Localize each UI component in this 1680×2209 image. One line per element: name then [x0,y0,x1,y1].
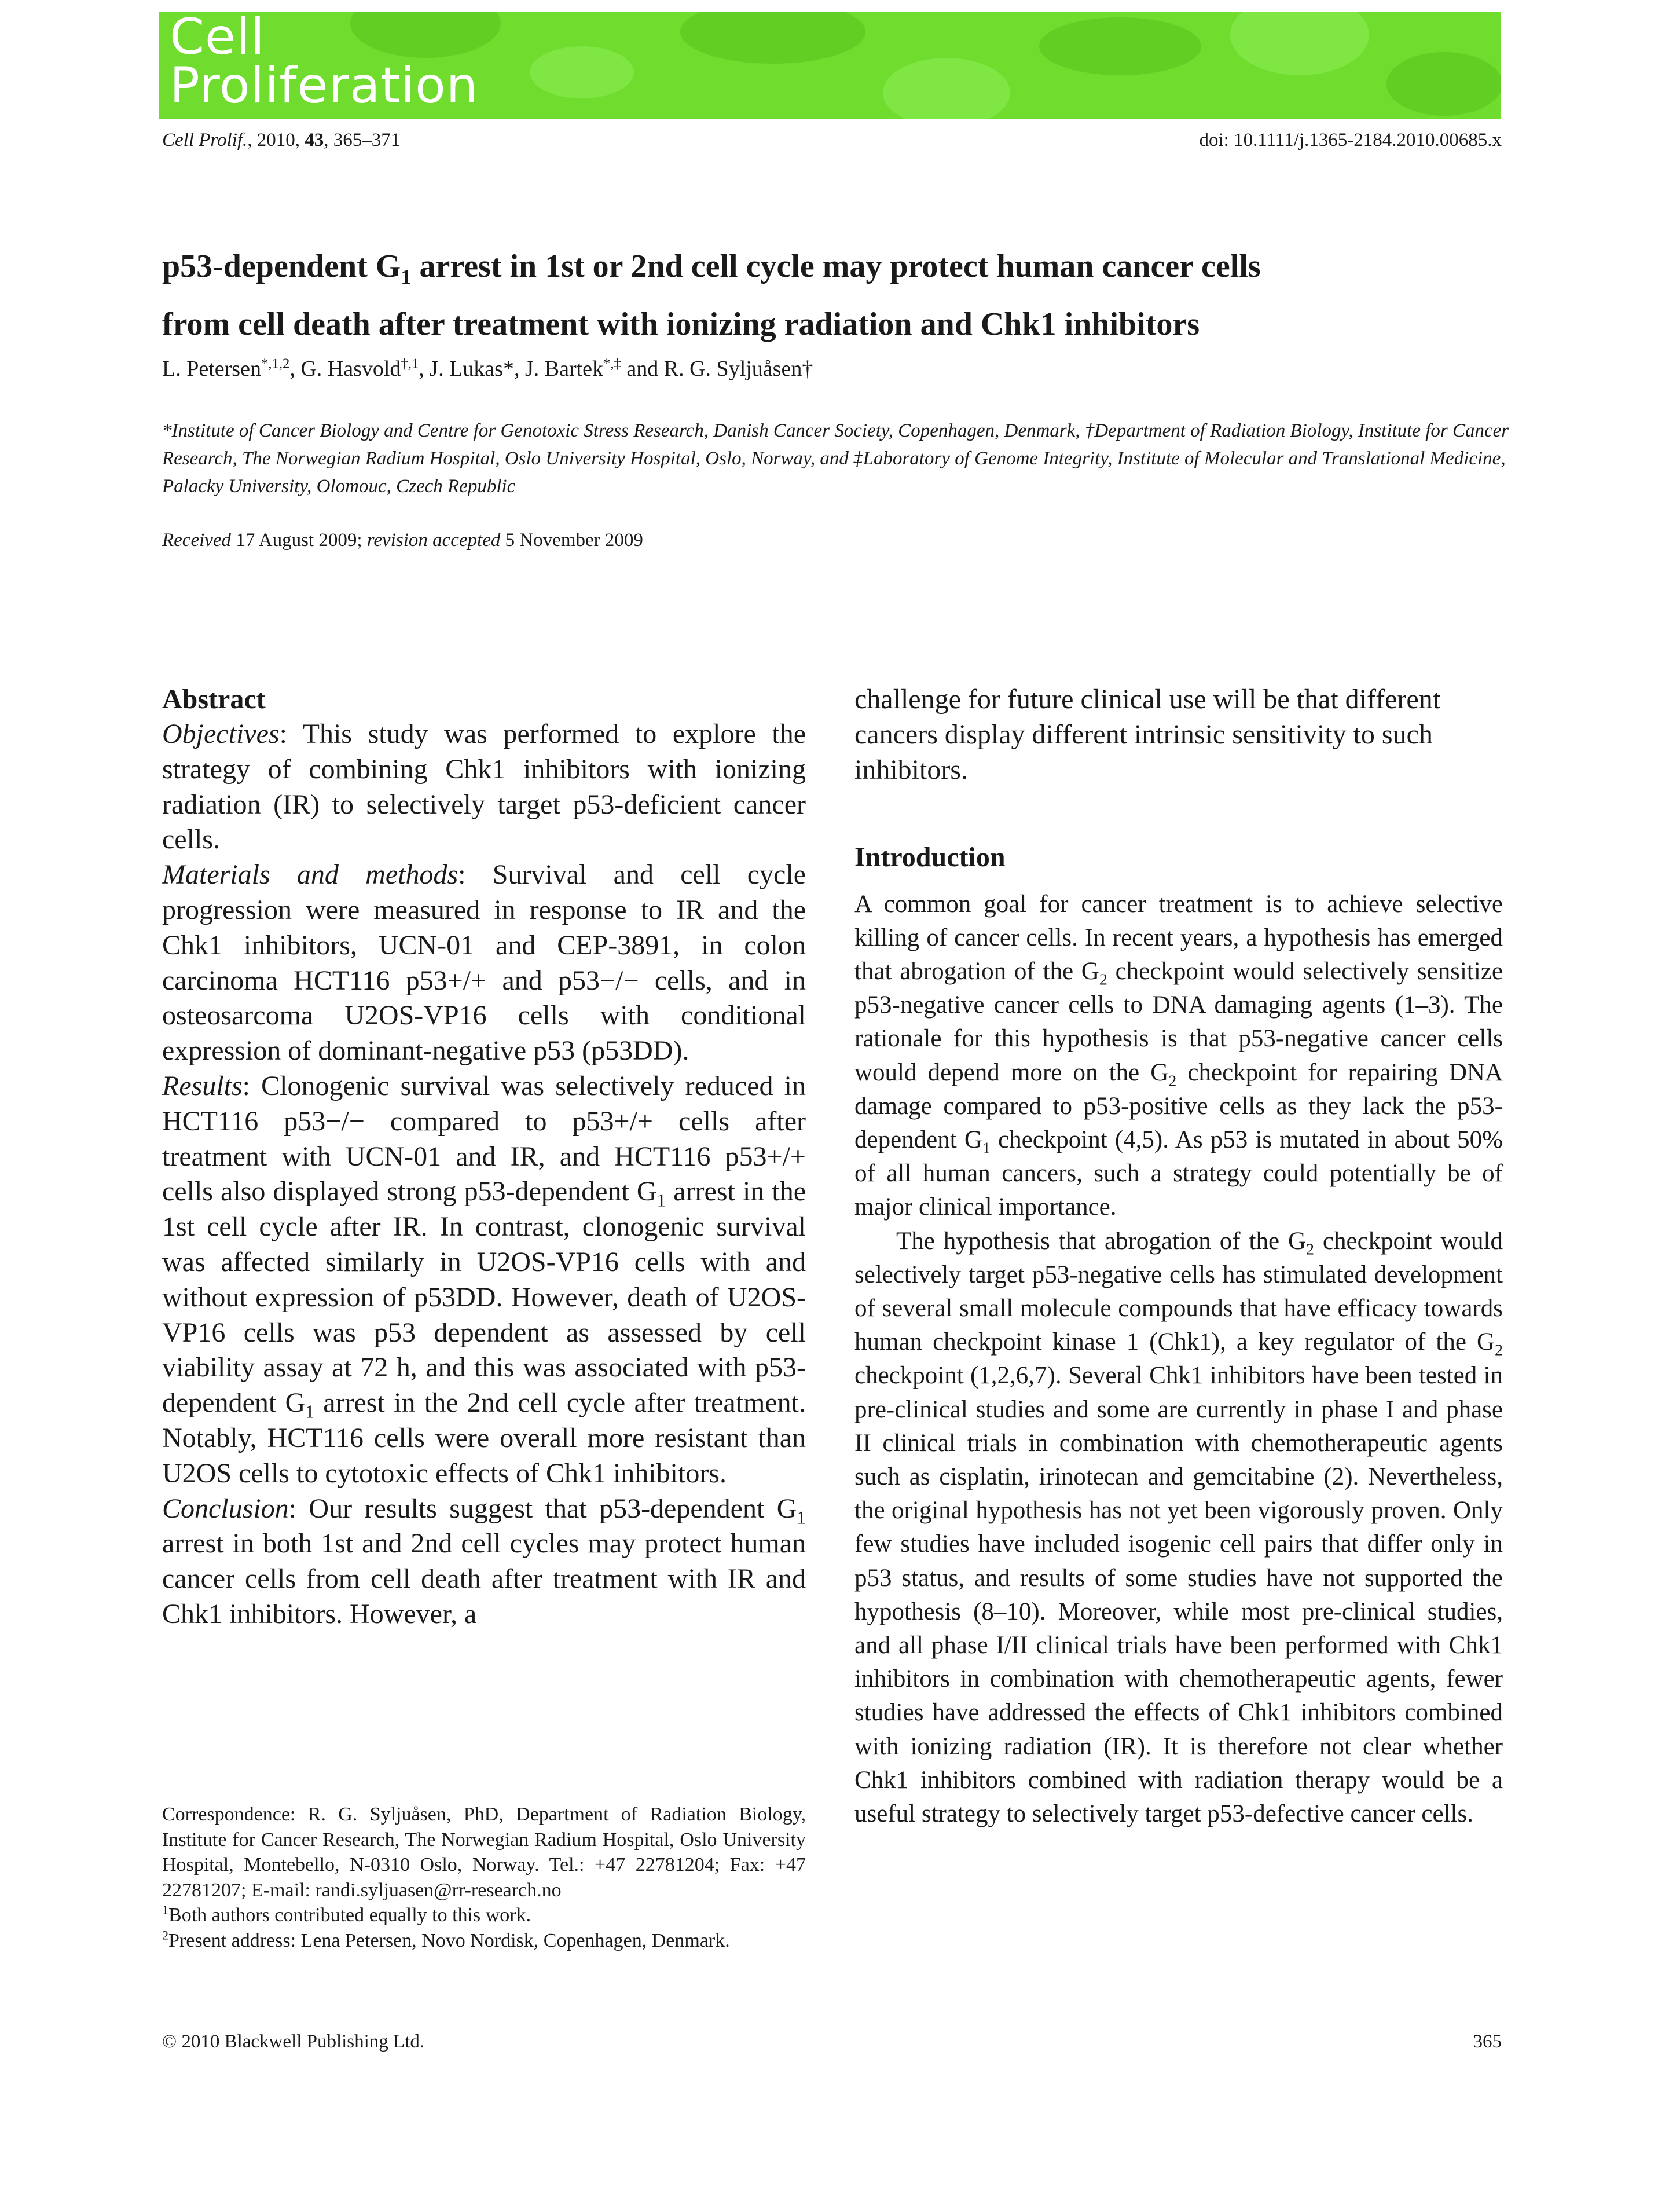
citation-year: , 2010, [247,130,305,151]
results-text: arrest in the 2nd cell cycle after treatment. Notably, HCT116 cells were overall more resistant than U2OS cells to cytotoxic effects of Chk1 inhibitors. [162,1387,806,1489]
subscript: 1 [797,1507,806,1528]
citation-volume: 43 [305,130,324,151]
paragraph-text: checkpoint would selectively sensitize p53-negative cancer cells to DNA damaging agents (1–3). The rationale for this hypothesis is that p53-negative cancer cells would depend more on the G [854,958,1503,1086]
citation-journal: Cell Prolif. [162,130,248,151]
conclusion-text-first-column: arrest in both 1st and 2nd cell cycles may protect human cancer cells from cell death after treatment with IR and Chk1 inhibitors. However, a [162,1528,806,1629]
revision-date: 5 November 2009 [500,530,643,551]
footnote-text: Present address: Lena Petersen, Novo Nordisk, Copenhagen, Denmark. [168,1929,730,1951]
banner-texture [530,46,634,98]
subscript: 2 [1168,1072,1177,1090]
author-marks: *,‡ [603,356,621,372]
title-part: from cell death after treatment with ionizing radiation and Chk1 inhibitors [162,306,1200,342]
subscript: 2 [1495,1341,1503,1360]
title-subscript: 1 [401,265,412,289]
banner-texture [1039,17,1201,75]
affiliations: *Institute of Cancer Biology and Centre for Genotoxic Stress Research, Danish Cancer Society, Copenhagen, Denmark, †Department of Radiation Biology, Institute for Cancer Research, The Norwegian Radium Hospital, Oslo University Hospital, Oslo, Norway, and ‡Laboratory of Genome Integrity, Institute of Molecular and Translational Medicine, Palacky University, Olomouc, Czech Republic [162,420,1509,497]
author [525,357,664,381]
abstract-section [162,682,806,1632]
methods-text: : Survival and cell cycle progression were measured in response to IR and the Chk1 inhibitors, UCN-01 and CEP-3891, in colon carcinoma HCT116 p53+/+ and p53−/− cells, and in osteosarcoma U2OS-VP16 cells with conditional expression of dominant-negative p53 (p53DD). [162,859,806,1067]
author-name: R. G. Syljuåsen [663,357,802,381]
abstract-conclusion [162,1492,806,1632]
abstract-objectives [162,717,806,858]
results-text: : Clonogenic survival was selectively reduced in HCT116 p53−/− compared to p53+/+ cells after treatment with UCN-01 and IR, and HCT116 p53+/+ cells also displayed strong p53-dependent G [162,1070,806,1207]
revision-label: revision accepted [366,530,501,551]
footnote-mark: 1 [162,1902,169,1917]
abstract-heading: Abstract [162,684,266,715]
journal-logo [170,12,479,115]
page-number: 365 [1473,2031,1502,2052]
paragraph-text: checkpoint would selectively target p53-negative cells has stimulated development of several small molecule compounds that have efficacy towards human checkpoint kinase 1 (Chk1), a key regulator of the G [854,1227,1503,1356]
logo-line-1: Cell [170,12,265,66]
doi: doi: 10.1111/j.1365-2184.2010.00685.x [1199,130,1502,151]
author-separator: and [621,357,664,381]
footnote-2 [162,1928,806,1954]
author-name: J. Bartek [524,357,604,381]
banner-texture [1386,52,1501,116]
received-label: Received [162,530,232,551]
footnote-1 [162,1903,806,1928]
paragraph-text: A common goal for cancer treatment is to achieve selective killing of cancer cells. In recent years, a hypothesis has emerged that abrogation of the G [854,890,1503,985]
logo-line-2: Proliferation [170,57,479,115]
footnote-text: Both authors contributed equally to this work. [168,1904,531,1926]
introduction-heading: Introduction [854,842,1006,873]
conclusion-text: : Our results suggest that p53-dependent G [288,1493,797,1524]
citation [162,130,400,151]
results-text: arrest in the 1st cell cycle after IR. In contrast, clonogenic survival was affected similarly in U2OS-VP16 cells with and without expression of p53DD. However, death of U2OS-VP16 cells was p53 dependent as assessed by cell viability assay at 72 h, and this was associated with p53-dependent G [162,1176,806,1419]
author [162,357,300,381]
subscript: 1 [656,1190,666,1211]
abstract-methods [162,858,806,1069]
author-marks: †,1 [401,356,419,372]
banner-texture [1230,12,1369,75]
subscript: 2 [1099,970,1107,989]
objectives-text: : This study was performed to explore the strategy of combining Chk1 inhibitors with ionizing radiation (IR) to selectively target p53-deficient cancer cells. [162,719,806,855]
author-list [162,356,813,382]
objectives-label: Objectives [162,719,280,749]
author-separator: , [513,357,525,381]
conclusion-label: Conclusion [162,1493,289,1524]
citation-pages: , 365–371 [324,130,401,151]
journal-banner [159,12,1501,119]
author-name: G. Hasvold [300,357,401,381]
author [664,357,813,381]
banner-texture [680,12,865,64]
conclusion-continued: challenge for future clinical use will be that different cancers display different intrinsic sensitivity to such inhibitors. [854,684,1441,785]
author-name: J. Lukas [430,357,503,381]
paragraph-text: checkpoint (1,2,6,7). Several Chk1 inhibitors have been tested in pre-clinical studies and some are currently in phase I and phase II clinical trials in combination with chemotherapeutic agents such as cisplatin, irinotecan and gemcitabine (2). Nevertheless, the original hypothesis has not yet been vigorously proven. Only few studies have included isogenic cell pairs that differ only in p53 status, and results of some studies have not supported the hypothesis (8–10). Moreover, while most pre-clinical studies, and all phase I/II clinical trials have been performed with Chk1 inhibitors in combination with chemotherapeutic agents, fewer studies have addressed the effects of Chk1 inhibitors combined with ionizing radiation (IR). It is therefore not clear whether Chk1 inhibitors combined with radiation therapy would be a useful strategy to selectively target p53-defective cancer cells. [854,1362,1503,1828]
author-marks: * [502,357,514,381]
author-name: L. Petersen [162,357,261,381]
introduction-paragraph-1 [854,888,1503,1225]
author [430,357,525,381]
subscript: 1 [305,1401,314,1422]
author-marks: *,1,2 [261,356,290,372]
author [300,357,430,381]
author-separator: , [419,357,430,381]
paragraph-text: checkpoint (4,5). As p53 is mutated in about 50% of all human cancers, such a strategy could potentially be of major clinical importance. [854,1126,1503,1221]
received-date: 17 August 2009; [231,530,367,551]
abstract-results [162,1069,806,1492]
title-part: p53-dependent G [162,248,401,284]
copyright: © 2010 Blackwell Publishing Ltd. [162,2031,425,2052]
correspondence-footnote [162,1802,806,1953]
paragraph-text: The hypothesis that abrogation of the G [896,1227,1307,1255]
author-marks: † [802,357,813,381]
right-column [854,682,1503,1831]
results-label: Results [162,1070,243,1101]
footnote-mark: 2 [162,1928,169,1943]
subscript: 2 [1306,1240,1315,1259]
article-title [162,237,1517,353]
received-dates [162,530,643,551]
methods-label: Materials and methods [162,859,458,891]
paragraph-text: checkpoint for repairing DNA damage compared to p53-positive cells as they lack the p53-dependent G [854,1058,1503,1154]
banner-texture [883,58,1010,119]
author-separator: , [289,357,301,381]
title-part: arrest in 1st or 2nd cell cycle may protect human cancer cells [411,248,1261,284]
introduction-paragraph-2 [854,1225,1503,1831]
correspondence-text: Correspondence: R. G. Syljuåsen, PhD, Department of Radiation Biology, Institute for Cancer Research, The Norwegian Radium Hospital, Oslo University Hospital, Montebello, N-0310 Oslo, Norway. Tel.: +47 22781204; Fax: +47 22781207; E-mail: randi.syljuasen@rr-research.no [162,1804,806,1901]
subscript: 1 [982,1139,991,1157]
